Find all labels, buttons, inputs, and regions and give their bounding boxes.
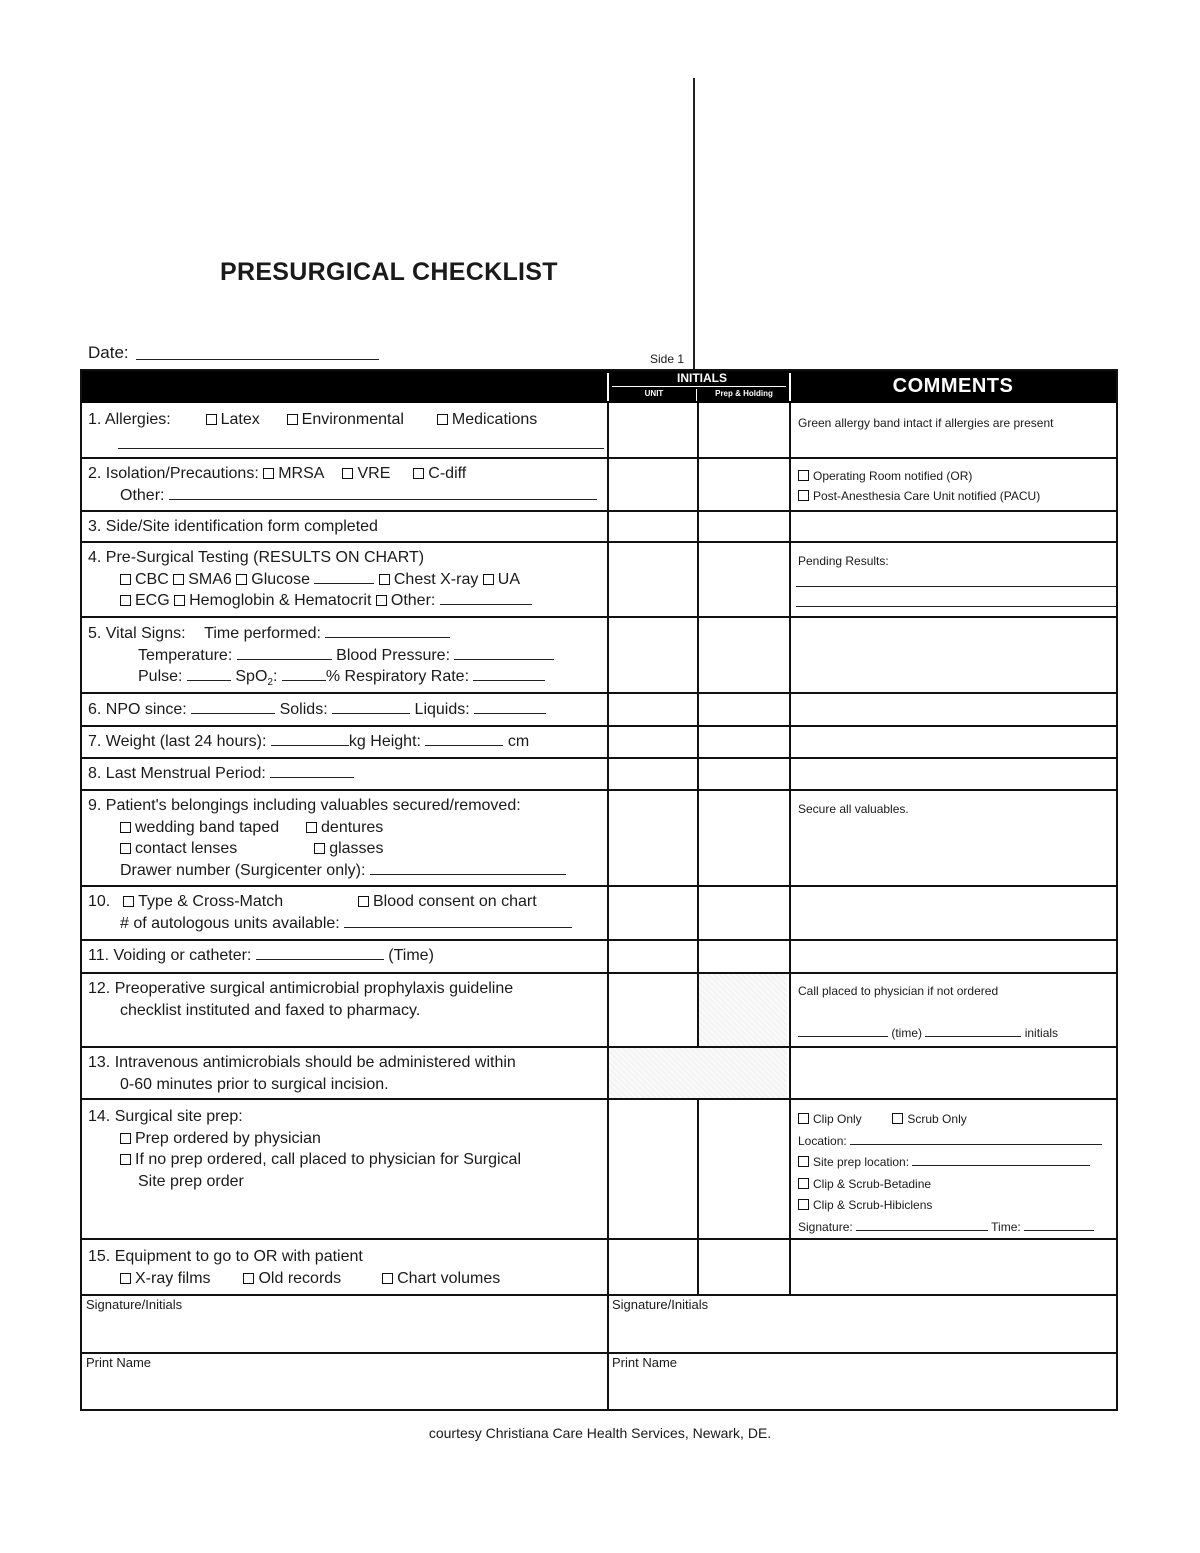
glucose-label: Glucose (251, 570, 310, 588)
row-line (82, 1238, 1116, 1240)
allergies-comment: Green allergy band intact if allergies are present (798, 416, 1054, 430)
pending-results-line[interactable] (796, 586, 1116, 587)
row-line (82, 972, 1116, 974)
no-prep-checkbox[interactable] (120, 1154, 131, 1165)
prep-time-field[interactable] (1024, 1219, 1094, 1231)
cbc-label: CBC (135, 570, 169, 588)
row-allergies (88, 409, 537, 431)
betadine-checkbox[interactable] (798, 1178, 809, 1189)
column-line (697, 403, 699, 1294)
glasses-checkbox[interactable] (314, 843, 325, 854)
glucose-checkbox[interactable] (236, 574, 247, 585)
prep-ordered-label: Prep ordered by physician (135, 1129, 321, 1147)
row-line (82, 939, 1116, 941)
blood-pressure-label: Blood Pressure: (336, 646, 451, 664)
checklist-form (80, 369, 1118, 1411)
date-label: Date: (88, 343, 129, 362)
height-field[interactable] (425, 731, 503, 746)
call-initials-field[interactable] (925, 1025, 1021, 1037)
row-belongings (88, 795, 566, 881)
antimicrobials-line2: 0-60 minutes prior to surgical incision. (120, 1075, 389, 1093)
call-time-field[interactable] (798, 1025, 888, 1037)
column-line (607, 403, 609, 1294)
solids-field[interactable] (332, 699, 410, 714)
site-prep-location-field[interactable] (912, 1154, 1090, 1166)
prep-signature-field[interactable] (856, 1219, 988, 1231)
latex-label: Latex (220, 411, 260, 428)
antimicrobials-line1: 13. Intravenous antimicrobials should be administered within (88, 1054, 516, 1071)
hh-checkbox[interactable] (174, 595, 185, 606)
comments-header: COMMENTS (892, 375, 1014, 397)
xray-films-label: X-ray films (135, 1269, 211, 1287)
allergies-line[interactable] (118, 448, 604, 449)
header-separator (696, 389, 697, 401)
pacu-notified-checkbox[interactable] (798, 490, 809, 501)
blood-consent-label: Blood consent on chart (373, 893, 537, 910)
height-label: Height: (370, 733, 421, 750)
betadine-label: Clip & Scrub-Betadine (813, 1176, 932, 1191)
row-equipment (88, 1246, 500, 1289)
location-field[interactable] (850, 1133, 1102, 1145)
lmp-field[interactable] (270, 763, 354, 778)
prep-signature-label: Signature: (798, 1219, 853, 1234)
signature-right-label: Signature/Initials (612, 1297, 709, 1312)
row-label: 4. Pre-Surgical Testing (RESULTS ON CHART) (88, 549, 425, 566)
hibiclens-label: Clip & Scrub-Hibiclens (813, 1198, 933, 1212)
xray-films-checkbox[interactable] (120, 1273, 131, 1284)
time-label: (time) (891, 1026, 923, 1040)
sma6-checkbox[interactable] (173, 574, 184, 585)
glasses-label: glasses (329, 840, 384, 857)
wedding-band-label: wedding band taped (135, 818, 280, 836)
row-type-cross (88, 891, 572, 934)
row-label: 5. Vital Signs: (88, 625, 186, 642)
pending-results-line[interactable] (796, 606, 1116, 607)
chart-volumes-label: Chart volumes (397, 1269, 501, 1287)
testing-other-field[interactable] (440, 590, 532, 605)
row-label: 9. Patient's belongings including valuables secured/removed: (88, 797, 521, 814)
row-label: 7. Weight (last 24 hours): (88, 733, 267, 750)
pulse-label: Pulse: (138, 668, 183, 685)
header-separator (607, 373, 609, 401)
chest-xray-label: Chest X-ray (393, 570, 479, 588)
hibiclens-checkbox[interactable] (798, 1199, 809, 1210)
prep-holding-header: Prep & Holding (715, 389, 773, 398)
clip-only-checkbox[interactable] (798, 1113, 809, 1124)
medications-checkbox[interactable] (437, 414, 448, 425)
spo2-field[interactable] (282, 666, 326, 681)
solids-label: Solids: (279, 701, 328, 718)
liquids-label: Liquids: (414, 701, 470, 718)
prep-time-label: Time: (991, 1219, 1021, 1234)
npo-since-field[interactable] (191, 699, 275, 714)
contact-lenses-label: contact lenses (135, 840, 238, 857)
blood-pressure-field[interactable] (454, 645, 554, 660)
cbc-checkbox[interactable] (120, 574, 131, 585)
ua-label: UA (497, 570, 521, 588)
pacu-notified-label: Post-Anesthesia Care Unit notified (PACU) (813, 489, 1041, 503)
isolation-comment (798, 466, 1040, 506)
row-weight (88, 731, 529, 753)
respiratory-rate-field[interactable] (473, 666, 545, 681)
ecg-label: ECG (135, 592, 170, 609)
spo2-subscript: 2 (267, 677, 273, 689)
prophylaxis-line2: checklist instituted and faxed to pharmacy. (120, 1001, 421, 1019)
environmental-label: Environmental (301, 411, 404, 428)
row-label: 1. Allergies: (88, 411, 171, 428)
row-prophylaxis (88, 978, 513, 1021)
site-prep-location-checkbox[interactable] (798, 1156, 809, 1167)
row-label: 10. (88, 893, 111, 910)
chart-volumes-checkbox[interactable] (382, 1273, 393, 1284)
drawer-label: Drawer number (Surgicenter only): (120, 861, 366, 879)
row-line (82, 725, 1116, 727)
unit-header: UNIT (644, 389, 664, 398)
glucose-field[interactable] (314, 569, 374, 584)
location-label: Location: (798, 1133, 847, 1148)
row-side-site: 3. Side/Site identification form completed (88, 518, 378, 535)
cdiff-label: C-diff (428, 465, 467, 482)
row-line (82, 616, 1116, 618)
sma6-label: SMA6 (188, 570, 232, 588)
row-line (82, 510, 1116, 512)
prophylaxis-comment: Call placed to physician if not ordered (798, 984, 999, 998)
row-site-prep (88, 1106, 521, 1192)
cm-label: cm (507, 733, 530, 750)
initials-underline (612, 386, 786, 387)
mrsa-checkbox[interactable] (263, 468, 274, 479)
row-voiding (88, 945, 434, 967)
signature-left-label: Signature/Initials (86, 1297, 183, 1312)
drawer-field[interactable] (370, 860, 566, 875)
temperature-label: Temperature: (138, 646, 233, 664)
shaded-cell (609, 1048, 787, 1098)
row-lmp (88, 763, 354, 785)
testing-other-label: Other: (390, 592, 436, 609)
row-antimicrobials (88, 1052, 516, 1095)
latex-checkbox[interactable] (206, 414, 217, 425)
row-label: 6. NPO since: (88, 701, 187, 718)
dentures-checkbox[interactable] (306, 822, 317, 833)
hh-label: Hemoglobin & Hematocrit (189, 592, 372, 609)
vre-checkbox[interactable] (342, 468, 353, 479)
row-label: 2. Isolation/Precautions: (88, 465, 259, 482)
print-name-right-label: Print Name (612, 1355, 678, 1370)
temperature-field[interactable] (237, 645, 332, 660)
or-notified-checkbox[interactable] (798, 470, 809, 481)
shaded-cell (699, 974, 787, 1046)
column-line (789, 403, 791, 1294)
row-line (82, 789, 1116, 791)
vre-label: VRE (357, 465, 391, 482)
respiratory-rate-label: % Respiratory Rate: (325, 668, 470, 685)
time-performed-field[interactable] (325, 623, 450, 638)
liquids-field[interactable] (474, 699, 546, 714)
form-header (82, 371, 1116, 403)
row-label: 15. Equipment to go to OR with patient (88, 1248, 363, 1265)
page-title: PRESURGICAL CHECKLIST (220, 258, 558, 286)
footer-credit: courtesy Christiana Care Health Services, Newark, DE. (428, 1425, 772, 1441)
row-label: 8. Last Menstrual Period: (88, 765, 266, 782)
voiding-time-field[interactable] (256, 945, 384, 960)
chest-xray-checkbox[interactable] (379, 574, 390, 585)
prophylaxis-comment-fields (798, 1023, 1058, 1043)
kg-label: kg (348, 733, 366, 750)
ecg-checkbox[interactable] (120, 595, 131, 606)
side-label: Side 1 (650, 352, 685, 366)
pending-results-label: Pending Results: (798, 554, 889, 568)
top-divider-line (693, 78, 695, 370)
prophylaxis-line1: 12. Preoperative surgical antimicrobial prophylaxis guideline (88, 980, 514, 997)
row-line (82, 1098, 1116, 1100)
old-records-label: Old records (258, 1269, 342, 1287)
initials-header: INITIALS (677, 371, 727, 385)
scrub-only-checkbox[interactable] (892, 1113, 903, 1124)
row-presurgical-testing (88, 547, 532, 612)
environmental-checkbox[interactable] (287, 414, 298, 425)
wedding-band-checkbox[interactable] (120, 822, 131, 833)
type-cross-label: Type & Cross-Match (138, 893, 284, 910)
pulse-field[interactable] (187, 666, 231, 681)
autologous-field[interactable] (344, 913, 572, 928)
mrsa-label: MRSA (278, 465, 324, 482)
row-line (82, 1294, 1116, 1296)
row-label: 14. Surgical site prep: (88, 1108, 243, 1125)
other-label: Other: (120, 486, 165, 504)
testing-other-checkbox[interactable] (376, 595, 387, 606)
row-isolation (88, 463, 597, 506)
time-performed-label: Time performed: (204, 625, 321, 642)
or-notified-label: Operating Room notified (OR) (813, 469, 973, 483)
ua-checkbox[interactable] (483, 574, 494, 585)
no-prep-label: If no prep ordered, call placed to physician for Surgical (135, 1151, 521, 1168)
belongings-comment: Secure all valuables. (798, 802, 909, 816)
cdiff-checkbox[interactable] (413, 468, 424, 479)
row-line (82, 541, 1116, 543)
old-records-checkbox[interactable] (243, 1273, 254, 1284)
print-name-left-label: Print Name (86, 1355, 152, 1370)
row-line (82, 457, 1116, 459)
prep-ordered-checkbox[interactable] (120, 1133, 131, 1144)
voiding-time-label: (Time) (388, 947, 434, 964)
autologous-label: # of autologous units available: (120, 914, 340, 932)
row-line (82, 885, 1116, 887)
contact-lenses-checkbox[interactable] (120, 843, 131, 854)
weight-field[interactable] (271, 731, 349, 746)
row-npo (88, 699, 546, 721)
initials-label: initials (1024, 1026, 1059, 1040)
clip-only-label: Clip Only (813, 1112, 862, 1126)
scrub-only-label: Scrub Only (907, 1112, 967, 1126)
row-line (82, 1046, 1116, 1048)
site-prep-comment (798, 1109, 1114, 1238)
row-line (82, 757, 1116, 759)
isolation-other-field[interactable] (169, 485, 597, 500)
row-vital-signs: 5. Vital Signs: Time performed: Temperature: Blood Pressure: Pulse: SpO$_2$: % Respiratory Rate: (88, 623, 554, 694)
medications-label: Medications (451, 411, 538, 428)
type-cross-checkbox[interactable] (123, 896, 134, 907)
dentures-label: dentures (321, 818, 384, 836)
spo2-label: SpO (235, 668, 268, 685)
blood-consent-checkbox[interactable] (358, 896, 369, 907)
date-field[interactable] (136, 359, 379, 360)
row-line (82, 1352, 1116, 1354)
no-prep-label-cont: Site prep order (138, 1172, 244, 1190)
row-label: 11. Voiding or catheter: (88, 947, 252, 964)
site-prep-location-label: Site prep location: (813, 1155, 910, 1169)
